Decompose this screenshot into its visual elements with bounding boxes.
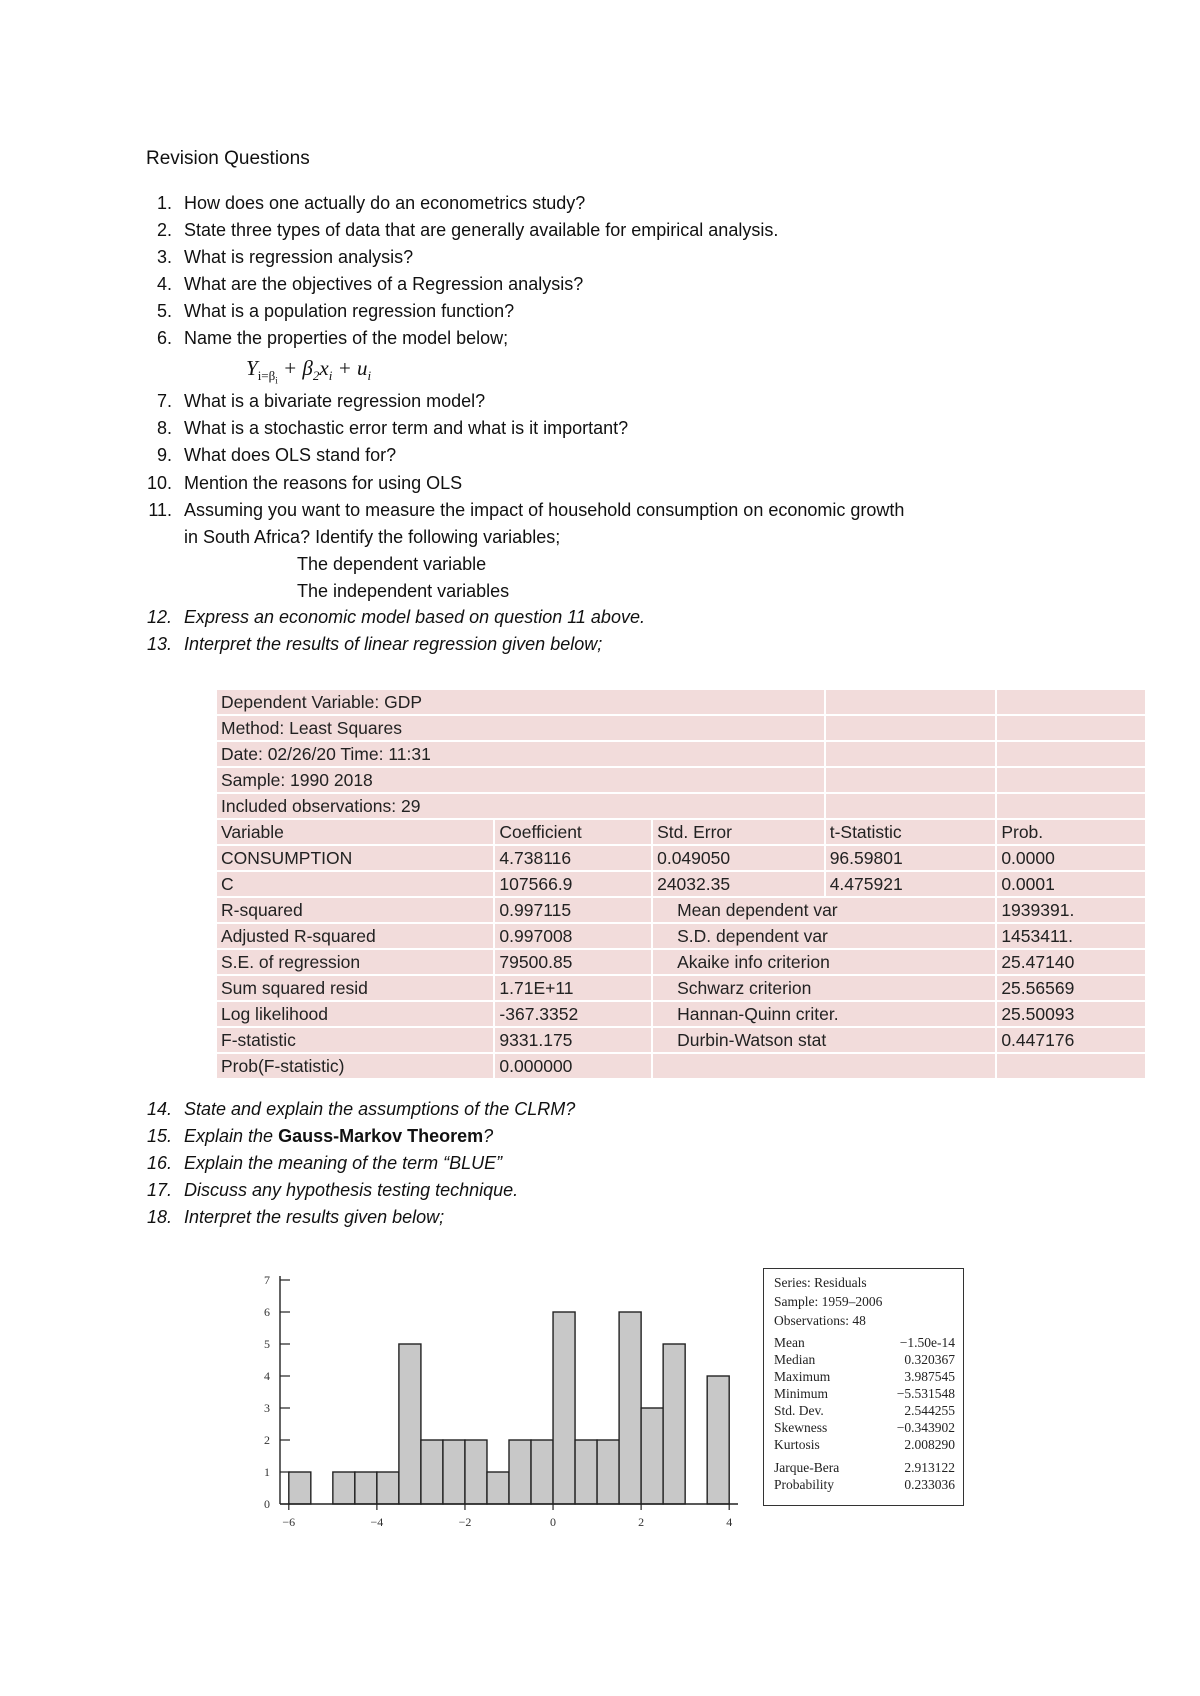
table-cell <box>825 767 997 793</box>
table-row <box>216 1053 1146 1079</box>
question-number: 7. <box>156 391 172 411</box>
stat-label: Jarque-Bera <box>774 1460 840 1475</box>
stat-value: 0.233036 <box>904 1477 955 1492</box>
stat-label: Median <box>774 1352 816 1367</box>
page-title: Revision Questions <box>146 148 310 169</box>
table-cell <box>996 715 1146 741</box>
residuals-histogram <box>240 1270 750 1540</box>
table-row <box>216 871 1146 897</box>
table-cell: 25.47140 <box>996 949 1146 975</box>
stat-value: −5.531548 <box>896 1386 955 1401</box>
table-cell: 0.0001 <box>996 871 1146 897</box>
table-cell: Method: Least Squares <box>216 715 825 741</box>
table-cell: -367.3352 <box>494 1001 652 1027</box>
stats-header-line: Sample: 1959–2006 <box>774 1294 883 1309</box>
stat-label: Mean <box>774 1335 805 1350</box>
stat-value: 0.320367 <box>904 1352 955 1367</box>
table-row <box>216 845 1146 871</box>
y-tick-label: 5 <box>264 1337 270 1351</box>
table-cell: Std. Error <box>652 819 825 845</box>
histogram-bar <box>289 1472 311 1504</box>
table-cell <box>825 715 997 741</box>
table-info-row <box>216 715 1146 741</box>
table-cell: F-statistic <box>216 1027 494 1053</box>
table-info-row <box>216 793 1146 819</box>
question-text: How does one actually do an econometrics study? <box>184 193 586 213</box>
question-text: Assuming you want to measure the impact of household consumption on economic growth <box>184 500 905 520</box>
stat-value: −1.50e-14 <box>899 1335 955 1350</box>
y-tick-label: 3 <box>264 1401 270 1415</box>
y-tick-label: 4 <box>264 1369 270 1383</box>
stat-value: 2.544255 <box>904 1403 955 1418</box>
stat-label: Kurtosis <box>774 1437 820 1452</box>
table-cell: 107566.9 <box>494 871 652 897</box>
table-row <box>216 1001 1146 1027</box>
table-cell <box>996 1053 1146 1079</box>
table-info-row <box>216 689 1146 715</box>
table-row <box>216 897 1146 923</box>
table-cell: 4.738116 <box>494 845 652 871</box>
question-number: 2. <box>156 220 172 240</box>
table-cell <box>996 767 1146 793</box>
question-text-continued: in South Africa? Identify the following variables; <box>184 527 561 547</box>
question-number: 18. <box>146 1207 172 1227</box>
table-cell: 25.50093 <box>996 1001 1146 1027</box>
histogram-bar <box>597 1440 619 1504</box>
histogram-bar <box>355 1472 377 1504</box>
model-equation: $Y_{i=\beta_i} + \beta_2x_i + u_i$ <box>246 356 372 386</box>
histogram-bar <box>399 1344 421 1504</box>
table-cell: Variable <box>216 819 494 845</box>
stat-value: 2.008290 <box>904 1437 955 1452</box>
histogram-bar <box>333 1472 355 1504</box>
histogram-bar <box>707 1376 729 1504</box>
table-cell: 24032.35 <box>652 871 825 897</box>
question-text <box>184 1126 493 1147</box>
stat-value: −0.343902 <box>896 1420 955 1435</box>
table-cell: 96.59801 <box>825 845 997 871</box>
x-tick-label: −2 <box>458 1515 472 1529</box>
histogram-bar <box>531 1440 553 1504</box>
table-cell: Mean dependent var <box>652 897 996 923</box>
q11-independent-variables: The independent variables <box>297 581 510 601</box>
table-cell: 0.997008 <box>494 923 652 949</box>
table-cell <box>825 793 997 819</box>
table-cell <box>825 689 997 715</box>
question-number: 3. <box>156 247 172 267</box>
table-cell: S.E. of regression <box>216 949 494 975</box>
table-cell: C <box>216 871 494 897</box>
histogram-bar <box>377 1472 399 1504</box>
question-number: 15. <box>146 1126 172 1146</box>
histogram-bar <box>421 1440 443 1504</box>
y-tick-label: 1 <box>264 1465 270 1479</box>
histogram-bar <box>619 1312 641 1504</box>
table-cell: 0.447176 <box>996 1027 1146 1053</box>
table-cell: 1453411. <box>996 923 1146 949</box>
table-cell: Included observations: 29 <box>216 793 825 819</box>
question-number: 6. <box>156 328 172 348</box>
question-text: What is a bivariate regression model? <box>184 391 486 411</box>
question-text: Interpret the results given below; <box>184 1207 445 1227</box>
stat-label: Maximum <box>774 1369 831 1384</box>
question-text: What does OLS stand for? <box>184 445 397 465</box>
histogram-bar <box>465 1440 487 1504</box>
question-text: State and explain the assumptions of the CLRM? <box>184 1099 576 1119</box>
question-text: Name the properties of the model below; <box>184 328 509 348</box>
table-info-row <box>216 741 1146 767</box>
table-cell: Dependent Variable: GDP <box>216 689 825 715</box>
table-cell: Adjusted R-squared <box>216 923 494 949</box>
table-cell <box>996 741 1146 767</box>
question-number: 8. <box>156 418 172 438</box>
question-text: Explain the meaning of the term “BLUE” <box>184 1153 503 1173</box>
question-number: 1. <box>156 193 172 213</box>
table-cell <box>652 1053 996 1079</box>
table-cell: Schwarz criterion <box>652 975 996 1001</box>
histogram-bar <box>553 1312 575 1504</box>
question-number: 9. <box>156 445 172 465</box>
table-cell: Date: 02/26/20 Time: 11:31 <box>216 741 825 767</box>
question-number: 14. <box>146 1099 172 1119</box>
question-number: 16. <box>146 1153 172 1173</box>
question-text: Mention the reasons for using OLS <box>184 473 463 493</box>
table-cell <box>825 741 997 767</box>
table-cell: Akaike info criterion <box>652 949 996 975</box>
histogram-bar <box>487 1472 509 1504</box>
question-text-part: Explain the <box>184 1126 279 1146</box>
stat-value: 2.913122 <box>904 1460 955 1475</box>
question-number: 13. <box>146 634 172 654</box>
table-cell: 0.049050 <box>652 845 825 871</box>
table-info-row <box>216 767 1146 793</box>
table-cell: Sum squared resid <box>216 975 494 1001</box>
question-number: 5. <box>156 301 172 321</box>
stat-label: Minimum <box>774 1386 829 1401</box>
question-number: 11. <box>148 500 172 520</box>
question-number: 4. <box>156 274 172 294</box>
x-tick-label: −6 <box>282 1515 296 1529</box>
table-row <box>216 1027 1146 1053</box>
y-tick-label: 0 <box>264 1497 270 1511</box>
question-text: Interpret the results of linear regression given below; <box>184 634 603 654</box>
x-tick-label: 0 <box>550 1515 557 1529</box>
question-number: 12. <box>146 607 172 627</box>
histogram-bar <box>575 1440 597 1504</box>
residual-stats-box <box>763 1268 964 1506</box>
x-tick-label: 4 <box>726 1515 733 1529</box>
table-cell: 0.997115 <box>494 897 652 923</box>
table-cell: 4.475921 <box>825 871 997 897</box>
table-row <box>216 949 1146 975</box>
histogram-bar <box>641 1408 663 1504</box>
stat-label: Std. Dev. <box>774 1403 824 1418</box>
table-cell: 9331.175 <box>494 1027 652 1053</box>
table-header-row <box>216 819 1146 845</box>
stat-label: Probability <box>774 1477 834 1492</box>
table-cell: 25.56569 <box>996 975 1146 1001</box>
table-cell <box>996 793 1146 819</box>
stats-header-line: Series: Residuals <box>774 1275 867 1290</box>
stat-label: Skewness <box>774 1420 828 1435</box>
y-tick-label: 6 <box>264 1305 270 1319</box>
table-cell: CONSUMPTION <box>216 845 494 871</box>
table-cell: t-Statistic <box>825 819 997 845</box>
table-cell <box>996 689 1146 715</box>
table-cell: 0.000000 <box>494 1053 652 1079</box>
y-tick-label: 2 <box>264 1433 270 1447</box>
question-text-part: Gauss-Markov Theorem <box>278 1126 484 1146</box>
histogram-bar <box>443 1440 465 1504</box>
table-cell: 0.0000 <box>996 845 1146 871</box>
question-text: What is regression analysis? <box>184 247 414 267</box>
stats-header-line: Observations: 48 <box>774 1313 866 1328</box>
table-cell: Sample: 1990 2018 <box>216 767 825 793</box>
table-cell: 79500.85 <box>494 949 652 975</box>
stat-value: 3.987545 <box>904 1369 955 1384</box>
q11-dependent-variable: The dependent variable <box>297 554 487 574</box>
question-number: 17. <box>146 1180 172 1200</box>
question-number: 10. <box>146 473 172 493</box>
table-cell: Hannan-Quinn criter. <box>652 1001 996 1027</box>
table-cell: Coefficient <box>494 819 652 845</box>
x-tick-label: −4 <box>370 1515 384 1529</box>
question-text-part: ? <box>483 1126 494 1146</box>
table-cell: S.D. dependent var <box>652 923 996 949</box>
regression-results-table <box>215 688 1147 1080</box>
y-tick-label: 7 <box>264 1273 270 1287</box>
table-cell: Prob(F-statistic) <box>216 1053 494 1079</box>
table-cell: R-squared <box>216 897 494 923</box>
question-text: Express an economic model based on question 11 above. <box>184 607 645 627</box>
question-text: Discuss any hypothesis testing technique. <box>184 1180 519 1200</box>
histogram-bar <box>509 1440 531 1504</box>
table-row <box>216 923 1146 949</box>
table-cell: Durbin-Watson stat <box>652 1027 996 1053</box>
table-row <box>216 975 1146 1001</box>
x-tick-label: 2 <box>638 1515 645 1529</box>
table-cell: Log likelihood <box>216 1001 494 1027</box>
question-text: State three types of data that are generally available for empirical analysis. <box>184 220 779 240</box>
question-text: What is a stochastic error term and what is it important? <box>184 418 629 438</box>
table-cell: 1939391. <box>996 897 1146 923</box>
table-cell: 1.71E+11 <box>494 975 652 1001</box>
table-cell: Prob. <box>996 819 1146 845</box>
histogram-bar <box>663 1344 685 1504</box>
question-text: What are the objectives of a Regression analysis? <box>184 274 584 294</box>
question-text: What is a population regression function? <box>184 301 515 321</box>
